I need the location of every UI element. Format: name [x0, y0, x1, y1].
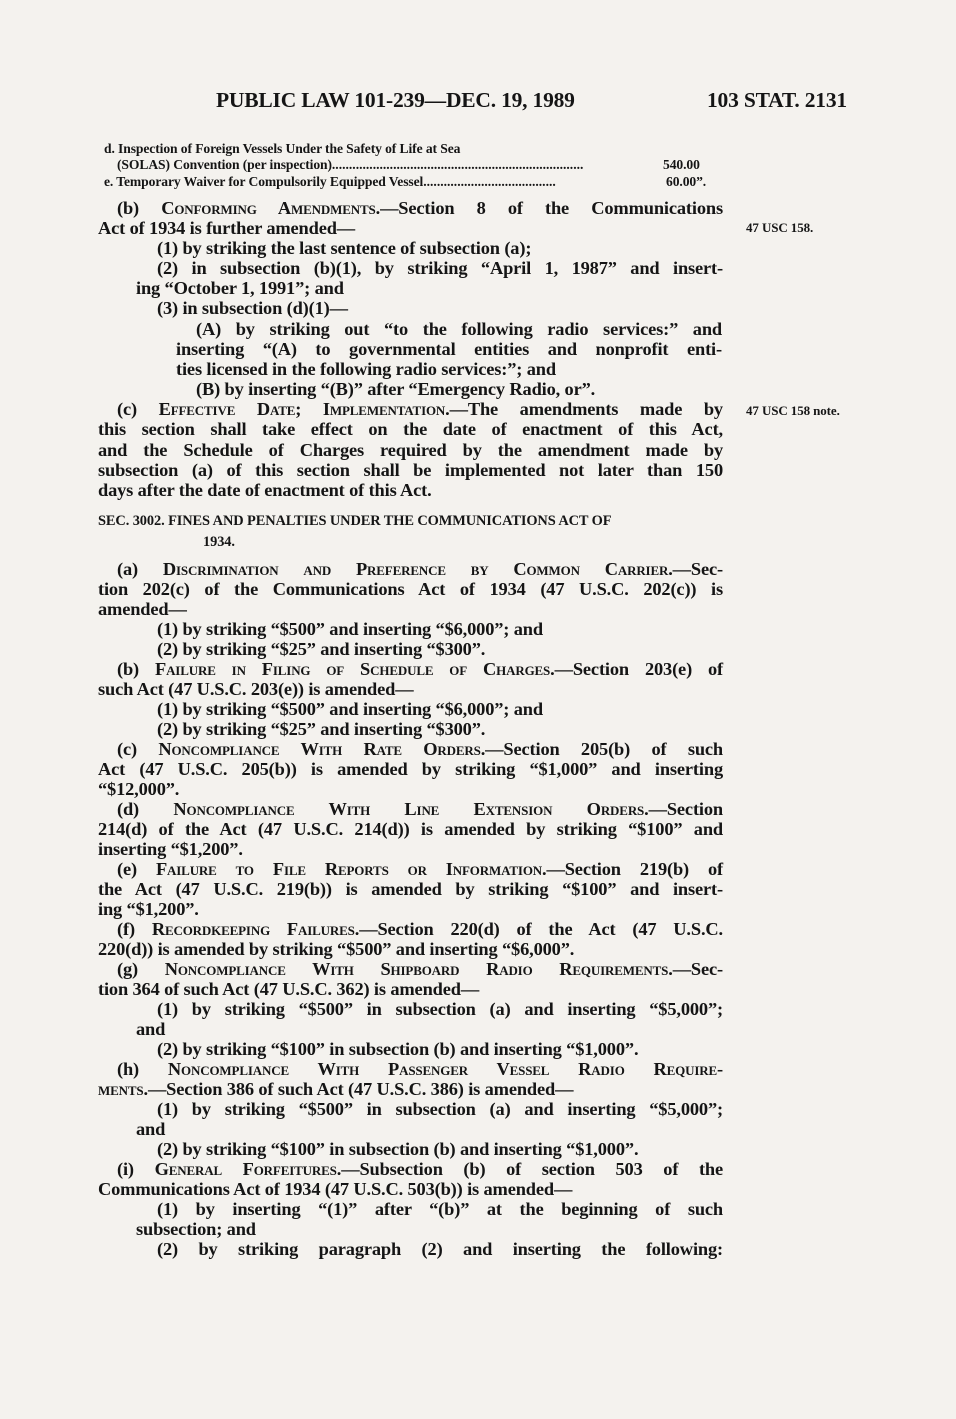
text-line: and the Schedule of Charges required by the amendment made by: [98, 440, 723, 460]
stat-page-number: 103 STAT. 2131: [707, 88, 847, 112]
fee-amount-d: 540.00: [663, 157, 700, 172]
text-line: ing “October 1, 1991”; and: [136, 278, 344, 298]
text-line: inserting “(A) to governmental entities and nonprofit enti-: [176, 339, 722, 359]
text-line: subsection; and: [136, 1219, 256, 1239]
subsec-b-heading: (b) Conforming Amendments.—Section 8 of the Communications: [117, 198, 723, 218]
subsec-a-heading: (a) Discrimination and Preference by Common Carrier.—Sec-: [117, 559, 723, 579]
text-line: this section shall take effect on the date of enactment of this Act,: [98, 419, 723, 439]
margin-note-usc: 47 USC 158.: [746, 220, 814, 235]
text-line: such Act (47 U.S.C. 203(e)) is amended—: [98, 679, 414, 699]
text-line: Act (47 U.S.C. 205(b)) is amended by striking “$1,000” and inserting: [98, 759, 723, 779]
text-line: Act of 1934 is further amended—: [98, 218, 356, 238]
fee-item-e: e. Temporary Waiver for Compulsorily Equipped Vessel.......................................: [104, 174, 556, 189]
subsec-h-heading: (h) Noncompliance With Passenger Vessel Radio Require-: [117, 1059, 723, 1079]
text-line: the Act (47 U.S.C. 219(b)) is amended by striking “$100” and insert-: [98, 879, 723, 899]
text-line: (1) by striking “$500” in subsection (a) and inserting “$5,000”;: [157, 1099, 723, 1119]
text-line: (1) by striking “$500” and inserting “$6,000”; and: [157, 619, 543, 639]
text-line: (2) by striking “$100” in subsection (b) and inserting “$1,000”.: [157, 1139, 639, 1159]
fee-amount-e: 60.00”.: [666, 174, 707, 189]
fee-item-d-cont: (SOLAS) Convention (per inspection)..........................................................................: [117, 157, 584, 172]
subsec-h-heading-cont: ments.—Section 386 of such Act (47 U.S.C. 386) is amended—: [98, 1079, 574, 1099]
text-line: (2) by striking “$25” and inserting “$300”.: [157, 639, 486, 659]
subsec-d-heading: (d) Noncompliance With Line Extension Orders.—Section: [117, 799, 723, 819]
text-line: (1) by striking “$500” and inserting “$6,000”; and: [157, 699, 543, 719]
text-line: (2) in subsection (b)(1), by striking “April 1, 1987” and insert-: [157, 258, 723, 278]
margin-note-usc-note: 47 USC 158 note.: [746, 403, 840, 418]
text-line: and: [136, 1019, 166, 1039]
text-line: (1) by striking the last sentence of subsection (a);: [157, 238, 532, 258]
text-line: (1) by inserting “(1)” after “(b)” at the beginning of such: [157, 1199, 723, 1219]
text-line: inserting “$1,200”.: [98, 839, 243, 859]
subsec-g-heading: (g) Noncompliance With Shipboard Radio Requirements.—Sec-: [117, 959, 724, 979]
public-law-title: PUBLIC LAW 101-239—DEC. 19, 1989: [216, 88, 575, 112]
section-3002-heading-cont: 1934.: [203, 534, 235, 550]
text-line: ing “$1,200”.: [98, 899, 199, 919]
text-line: (A) by striking out “to the following radio services:” and: [196, 319, 722, 339]
text-line: ties licensed in the following radio services:”; and: [176, 359, 556, 379]
text-line: (1) by striking “$500” in subsection (a) and inserting “$5,000”;: [157, 999, 723, 1019]
text-line: 220(d)) is amended by striking “$500” and inserting “$6,000”.: [98, 939, 575, 959]
subsec-i-heading: (i) General Forfeitures.—Subsection (b) of section 503 of the: [117, 1159, 724, 1179]
text-line: (2) by striking “$100” in subsection (b) and inserting “$1,000”.: [157, 1039, 639, 1059]
subsec-c-fines-heading: (c) Noncompliance With Rate Orders.—Section 205(b) of such: [117, 739, 723, 759]
text-line: 214(d) of the Act (47 U.S.C. 214(d)) is amended by striking “$100” and: [98, 819, 723, 839]
section-3002-heading: SEC. 3002. FINES AND PENALTIES UNDER THE COMMUNICATIONS ACT OF: [98, 513, 612, 529]
text-line: “$12,000”.: [98, 779, 180, 799]
text-line: subsection (a) of this section shall be implemented not later than 150: [98, 460, 723, 480]
subsec-b-fines-heading: (b) Failure in Filing of Schedule of Charges.—Section 203(e) of: [117, 659, 724, 679]
subsec-f-heading: (f) Recordkeeping Failures.—Section 220(d) of the Act (47 U.S.C.: [117, 919, 723, 939]
text-line: (2) by striking paragraph (2) and inserting the following:: [157, 1239, 723, 1259]
subsec-c-heading: (c) Effective Date; Implementation.—The amendments made by: [117, 399, 723, 419]
text-line: days after the date of enactment of this Act.: [98, 480, 432, 500]
text-line: (B) by inserting “(B)” after “Emergency Radio, or”.: [196, 379, 596, 399]
fee-item-d: d. Inspection of Foreign Vessels Under the Safety of Life at Sea: [104, 141, 461, 156]
text-line: (3) in subsection (d)(1)—: [157, 298, 348, 318]
subsec-e-heading: (e) Failure to File Reports or Information.—Section 219(b) of: [117, 859, 723, 879]
text-line: tion 202(c) of the Communications Act of 1934 (47 U.S.C. 202(c)) is: [98, 579, 723, 599]
text-line: and: [136, 1119, 166, 1139]
text-line: tion 364 of such Act (47 U.S.C. 362) is amended—: [98, 979, 480, 999]
text-line: amended—: [98, 599, 187, 619]
text-line: (2) by striking “$25” and inserting “$300”.: [157, 719, 486, 739]
text-line: Communications Act of 1934 (47 U.S.C. 503(b)) is amended—: [98, 1179, 573, 1199]
